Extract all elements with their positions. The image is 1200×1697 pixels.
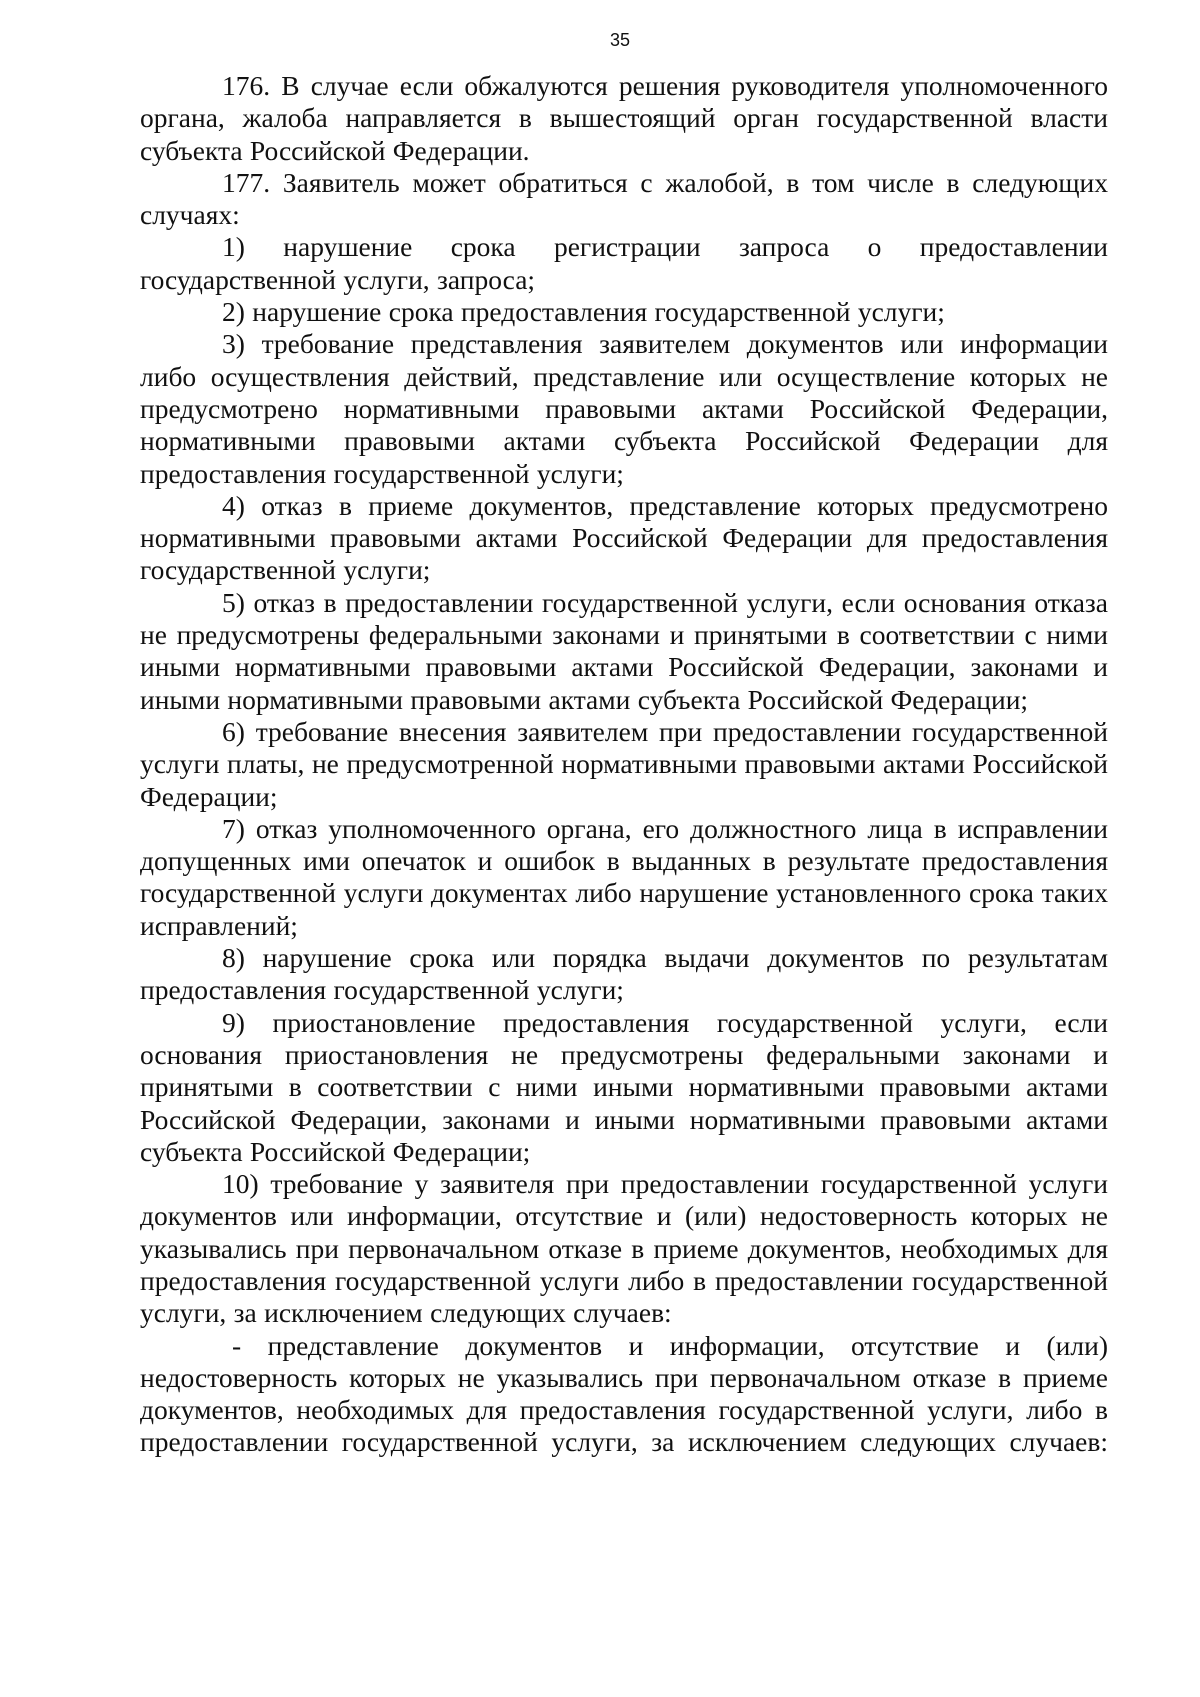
page-number: 35	[609, 30, 631, 50]
list-item-1: 1) нарушение срока регистрации запроса о предоставлении государственной услуги, запроса;	[140, 231, 1108, 295]
list-item-8: 8) нарушение срока или порядка выдачи документов по результатам предоставления государственной услуги;	[140, 942, 1108, 1006]
list-item-10: 10) требование у заявителя при предоставлении государственной услуги документов или информации, отсутствие и (или) недостоверность которых не указывались при первоначальном отказе в приеме документов, необходимых для предоставления государственной услуги либо в предоставлении государственной услуги, за исключением следующих случаев:	[140, 1168, 1108, 1329]
paragraph-176: 176. В случае если обжалуются решения руководителя уполномоченного органа, жалоба направляется в вышестоящий орган государственной власти субъекта Российской Федерации.	[140, 70, 1108, 166]
dash-list-item: - представление документов и информации, отсутствие и (или) недостоверность которых не указывались при первоначальном отказе в приеме документов, необходимых для предоставления государственной услуги, либо в предоставлении государственной услуги, за исключением следующих случаев:	[140, 1329, 1108, 1458]
list-item-6: 6) требование внесения заявителем при предоставлении государственной услуги платы, не предусмотренной нормативными правовыми актами Российской Федерации;	[140, 715, 1108, 812]
document-body	[140, 70, 1108, 1459]
list-item-2: 2) нарушение срока предоставления государственной услуги;	[222, 296, 945, 328]
list-item-5: 5) отказ в предоставлении государственной услуги, если основания отказа не предусмотрены федеральными законами и принятыми в соответствии с ними иными нормативными правовыми актами Российской Федерации, законами и иными нормативными правовыми актами субъекта Российской Федерации;	[140, 586, 1108, 715]
list-item-7: 7) отказ уполномоченного органа, его должностного лица в исправлении допущенных ими опечаток и ошибок в выданных в результате предоставления государственной услуги документах либо нарушение установленного срока таких исправлений;	[140, 812, 1108, 941]
list-item-9: 9) приостановление предоставления государственной услуги, если основания приостановления не предусмотрены федеральными законами и принятыми в соответствии с ними иными нормативными правовыми актами Российской Федерации, законами и иными нормативными правовыми актами субъекта Российской Федерации;	[140, 1006, 1108, 1167]
paragraph-177: 177. Заявитель может обратиться с жалобой, в том числе в следующих случаях:	[140, 166, 1108, 231]
list-item-4: 4) отказ в приеме документов, представление которых предусмотрено нормативными правовыми актами Российской Федерации для предоставления государственной услуги;	[140, 489, 1108, 586]
list-item-3: 3) требование представления заявителем документов или информации либо осуществления действий, представление или осуществление которых не предусмотрено нормативными правовыми актами Российской Федерации, нормативными правовыми актами субъекта Российской Федерации для предоставления государственной услуги;	[140, 328, 1108, 489]
